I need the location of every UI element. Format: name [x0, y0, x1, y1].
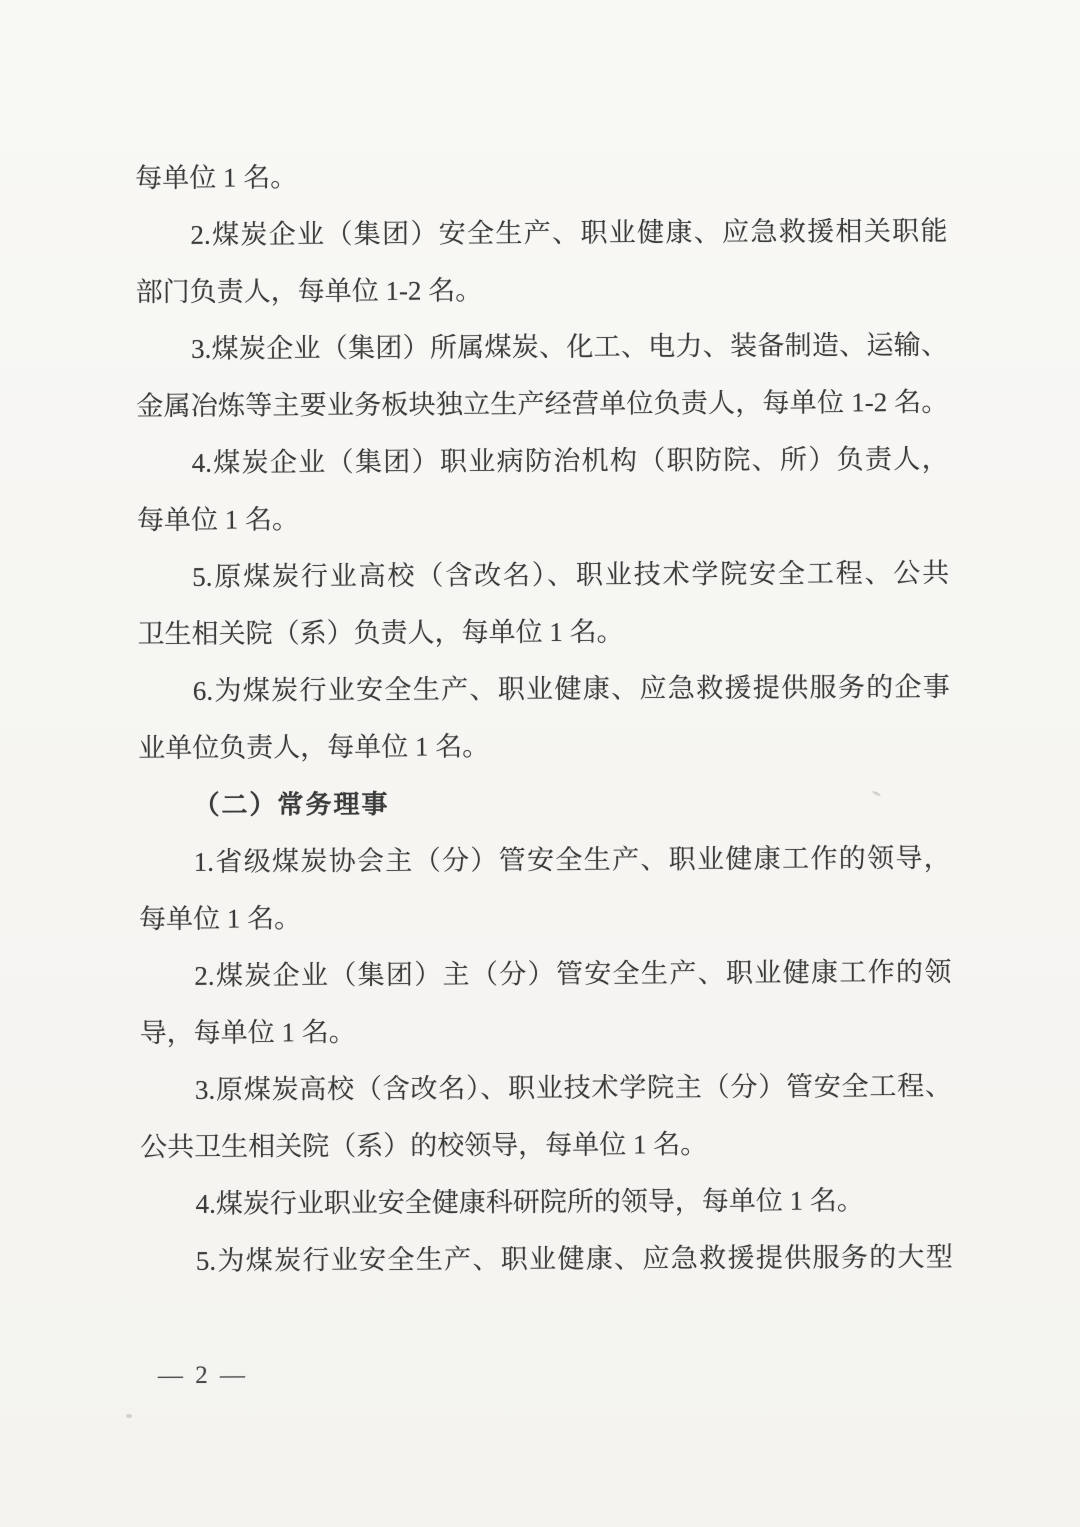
text-line: 每单位 1 名。 [138, 903, 302, 935]
text-line: 导，每单位 1 名。 [139, 1016, 356, 1049]
text-line: 4.煤炭行业职业安全健康科研院所的领导，每单位 1 名。 [195, 1185, 864, 1219]
text-line: 1.省级煤炭协会主（分）管安全生产、职业健康工作的领导， [193, 842, 951, 877]
section-heading: （二）常务理事 [193, 788, 390, 820]
text-line: 金属冶炼等主要业务板块独立生产经营单位负责人，每单位 1-2 名。 [136, 386, 949, 422]
text-line: 每单位 1 名。 [136, 504, 300, 536]
text-line: 卫生相关院（系）负责人，每单位 1 名。 [137, 616, 624, 650]
page-number: — 2 — [157, 1361, 249, 1390]
scan-noise-speck [126, 1414, 132, 1418]
text-line: 部门负责人，每单位 1-2 名。 [135, 275, 483, 308]
text-line: 3.煤炭企业（集团）所属煤炭、化工、电力、装备制造、运输、 [190, 329, 949, 364]
text-line: 5.为煤炭行业安全生产、职业健康、应急救援提供服务的大型 [195, 1241, 953, 1276]
text-line: 2.煤炭企业（集团）安全生产、职业健康、应急救援相关职能 [190, 215, 948, 250]
text-line: 公共卫生相关院（系）的校领导，每单位 1 名。 [140, 1129, 708, 1163]
text-line: 5.原煤炭行业高校（含改名）、职业技术学院安全工程、公共 [192, 557, 950, 592]
text-line: 业单位负责人，每单位 1 名。 [138, 731, 490, 764]
text-line: 4.煤炭企业（集团）职业病防治机构（职防院、所）负责人， [191, 443, 949, 478]
text-line: 每单位 1 名。 [135, 162, 298, 194]
text-line: 6.为煤炭行业安全生产、职业健康、应急救援提供服务的企事 [192, 671, 950, 706]
text-line: 3.原煤炭高校（含改名）、职业技术学院主（分）管安全工程、 [194, 1070, 953, 1105]
document-text-block [135, 146, 953, 1290]
text-line: 2.煤炭企业（集团）主（分）管安全生产、职业健康工作的领 [194, 956, 952, 991]
